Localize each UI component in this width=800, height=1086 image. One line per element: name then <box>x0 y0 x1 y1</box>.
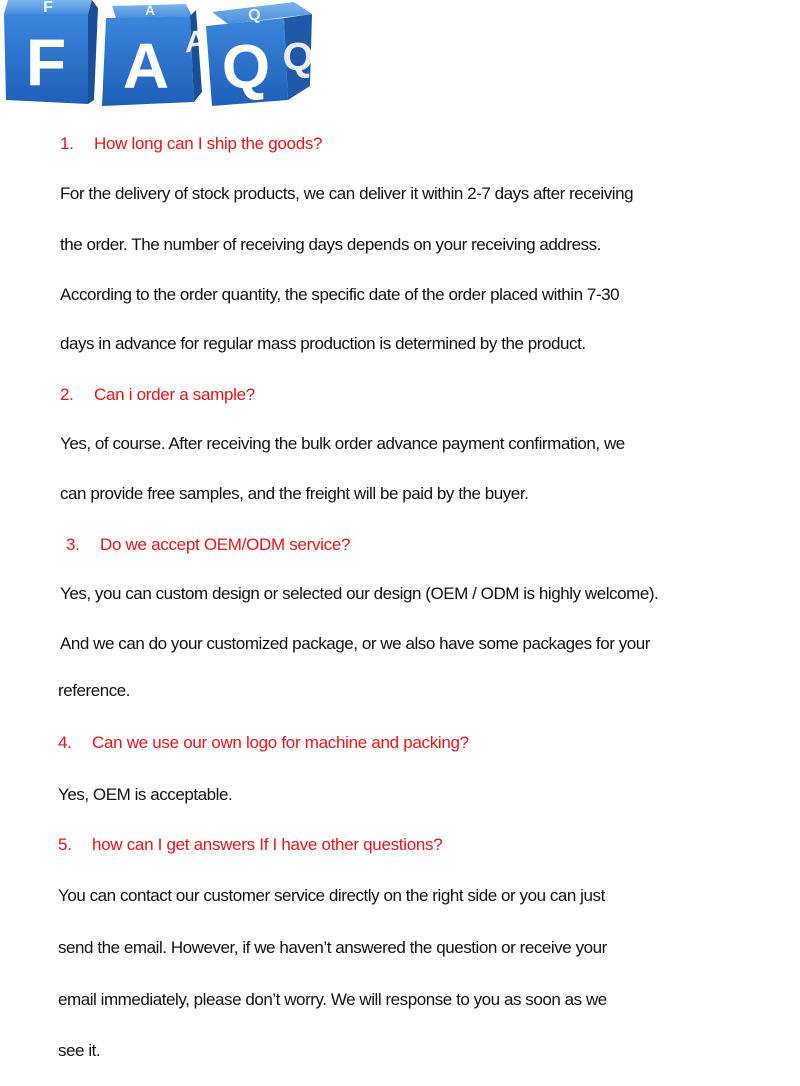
question-text: how can I get answers If I have other questions? <box>92 835 443 854</box>
faq-answer-line: days in advance for regular mass production is determined by the product. <box>60 334 586 353</box>
faq-answer-line: reference. <box>58 681 131 700</box>
faq-question-5 <box>58 835 442 855</box>
faq-answer-line: For the delivery of stock products, we can deliver it within 2-7 days after receiving <box>60 184 634 203</box>
svg-text:Q: Q <box>247 6 262 25</box>
faq-answer-line: According to the order quantity, the specific date of the order placed within 7-30 <box>60 285 620 304</box>
svg-text:F: F <box>43 0 53 16</box>
faq-answer-line: And we can do your customized package, or we also have some packages for your <box>60 634 650 653</box>
cube-q <box>206 2 314 106</box>
svg-text:A: A <box>185 24 207 60</box>
cube-letter-f: F <box>25 25 67 99</box>
faq-answer-line: send the email. However, if we haven’t answered the question or receive your <box>58 938 607 957</box>
question-text: Can i order a sample? <box>94 385 255 404</box>
faq-answer-line: Yes, of course. After receiving the bulk order advance payment confirmation, we <box>60 434 625 453</box>
faq-answer-line: the order. The number of receiving days depends on your receiving address. <box>60 235 601 254</box>
faq-answer-line: Yes, you can custom design or selected our design (OEM / ODM is highly welcome). <box>60 584 659 603</box>
faq-answer-line: Yes, OEM is acceptable. <box>58 785 233 804</box>
faq-answer-line: You can contact our customer service directly on the right side or you can just <box>58 886 605 905</box>
faq-question-4 <box>58 733 469 753</box>
question-number: 4. <box>58 733 72 752</box>
faq-answer-line: see it. <box>58 1041 101 1060</box>
faq-question-3 <box>66 535 350 555</box>
faq-question-1 <box>60 134 322 154</box>
question-number: 2. <box>60 385 74 404</box>
question-number: 3. <box>66 535 80 554</box>
cube-letter-q: Q <box>221 33 271 102</box>
question-number: 5. <box>58 835 72 854</box>
question-text: Can we use our own logo for machine and packing? <box>92 733 469 752</box>
cube-a <box>102 2 207 106</box>
question-number: 1. <box>60 134 74 153</box>
faq-answer-line: email immediately, please don’t worry. We will response to you as soon as we <box>58 990 607 1009</box>
cube-letter-a: A <box>122 30 170 102</box>
faq-cubes-logo <box>0 0 320 112</box>
faq-answer-line: can provide free samples, and the freight will be paid by the buyer. <box>60 484 529 503</box>
svg-text:Q: Q <box>282 35 314 79</box>
question-text: Do we accept OEM/ODM service? <box>100 535 351 554</box>
faq-question-2 <box>60 385 255 405</box>
svg-text:A: A <box>144 2 156 18</box>
cube-f <box>4 0 98 104</box>
question-text: How long can I ship the goods? <box>94 134 323 153</box>
